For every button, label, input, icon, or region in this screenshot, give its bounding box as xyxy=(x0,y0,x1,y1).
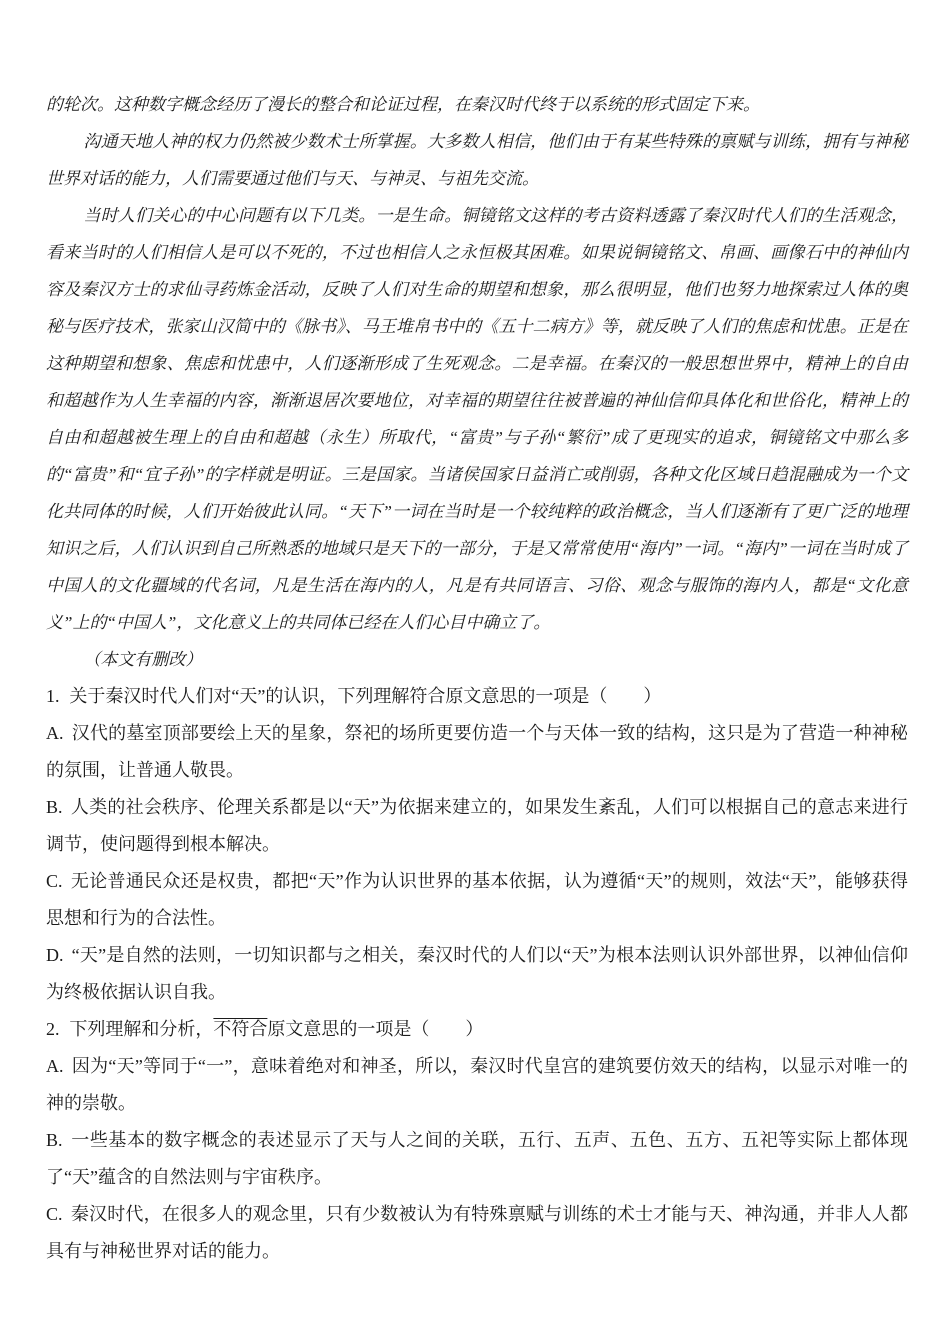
option-b-text: 一些基本的数字概念的表述显示了天与人之间的关联，五行、五声、五色、五方、五祀等实际上都体现了“天”蕴含的自然法则与宇宙秩序。 xyxy=(46,1130,908,1187)
option-a-text: 因为“天”等同于“一”，意味着绝对和神圣，所以，秦汉时代皇宫的建筑要仿效天的结构，以显示对唯一的神的崇敬。 xyxy=(46,1056,908,1113)
question-1-number: 1. xyxy=(46,686,60,706)
option-c-label: C. xyxy=(46,871,63,891)
option-b-label: B. xyxy=(46,797,63,817)
passage-paragraph-2: 沟通天地人神的权力仍然被少数术士所掌握。大多数人相信，他们由于有某些特殊的禀赋与训练，拥有与神秘世界对话的能力，人们需要通过他们与天、与神灵、与祖先交流。 xyxy=(46,132,908,188)
option-a-text: 汉代的墓室顶部要绘上天的星象，祭祀的场所更要仿造一个与天体一致的结构，这只是为了营造一种神秘的氛围，让普通人敬畏。 xyxy=(46,723,908,780)
option-d-label: D. xyxy=(46,945,64,965)
question-2-stem xyxy=(46,1011,908,1048)
question-1-option-d xyxy=(46,937,908,1011)
option-d-text: “天”是自然的法则，一切知识都与之相关，秦汉时代的人们以“天”为根本法则认识外部世界，以神仙信仰为终极依据认识自我。 xyxy=(46,945,908,1002)
question-2-option-b xyxy=(46,1122,908,1196)
question-1-option-c xyxy=(46,863,908,937)
option-c-text: 无论普通民众还是权贵，都把“天”作为认识世界的基本依据，认为遵循“天”的规则，效法“天”，能够获得思想和行为的合法性。 xyxy=(46,871,908,928)
option-a-label: A. xyxy=(46,723,64,743)
option-b-text: 人类的社会秩序、伦理关系都是以“天”为依据来建立的，如果发生紊乱，人们可以根据自己的意志来进行调节，使问题得到根本解决。 xyxy=(46,797,908,854)
question-1-stem xyxy=(46,678,908,715)
passage-paragraph-continuation: 的轮次。这种数字概念经历了漫长的整合和论证过程，在秦汉时代终于以系统的形式固定下来。 xyxy=(46,95,760,114)
option-b-label: B. xyxy=(46,1130,63,1150)
passage-paragraph-3: 当时人们关心的中心问题有以下几类。一是生命。铜镜铭文这样的考古资料透露了秦汉时代人们的生活观念，看来当时的人们相信人是可以不死的，不过也相信人之永恒极其困难。如果说铜镜铭文、帛画、画像石中的神仙内容及秦汉方士的求仙寻药炼金活动，反映了人们对生命的期望和想象，那么很明显，他们也努力地探索过人体的奥秘与医疗技术，张家山汉简中的《脉书》、马王堆帛书中的《五十二病方》等，就反映了人们的焦虑和忧患。正是在这种期望和想象、焦虑和忧患中，人们逐渐形成了生死观念。二是幸福。在秦汉的一般思想世界中，精神上的自由和超越作为人生幸福的内容，渐渐退居次要地位，对幸福的期望往往被普遍的神仙信仰具体化和世俗化，精神上的自由和超越被生理上的自由和超越（永生）所取代，“富贵”与子孙“繁衍”成了更现实的追求，铜镜铭文中那么多的“富贵”和“宜子孙”的字样就是明证。三是国家。当诸侯国家日益消亡或削弱，各种文化区域日趋混融成为一个文化共同体的时候，人们开始彼此认同。“天下”一词在当时是一个较纯粹的政治概念，当人们逐渐有了更广泛的地理知识之后，人们认识到自己所熟悉的地域只是天下的一部分，于是又常常使用“海内”一词。“海内”一词在当时成了中国人的文化疆域的代名词，凡是生活在海内的人，凡是有共同语言、习俗、观念与服饰的海内人，都是“文化意义”上的“中国人”，文化意义上的共同体已经在人们心目中确立了。 xyxy=(46,206,908,632)
question-2-stem-emphasis: 不符合 xyxy=(213,1019,268,1039)
question-2-option-c xyxy=(46,1196,908,1270)
option-c-text: 秦汉时代，在很多人的观念里，只有少数被认为有特殊禀赋与训练的术士才能与天、神沟通，并非人人都具有与神秘世界对话的能力。 xyxy=(46,1204,908,1261)
question-1-option-b xyxy=(46,789,908,863)
question-2-stem-pre: 下列理解和分析， xyxy=(69,1019,214,1039)
option-c-label: C. xyxy=(46,1204,63,1224)
question-1-stem-text: 关于秦汉时代人们对“天”的认识，下列理解符合原文意思的一项是（ ） xyxy=(69,686,662,706)
question-2-stem-post: 原文意思的一项是（ ） xyxy=(267,1019,484,1039)
option-a-label: A. xyxy=(46,1056,64,1076)
question-1-option-a xyxy=(46,715,908,789)
question-2-number: 2. xyxy=(46,1019,60,1039)
passage-attribution: （本文有删改） xyxy=(83,650,203,669)
question-2-option-a xyxy=(46,1048,908,1122)
